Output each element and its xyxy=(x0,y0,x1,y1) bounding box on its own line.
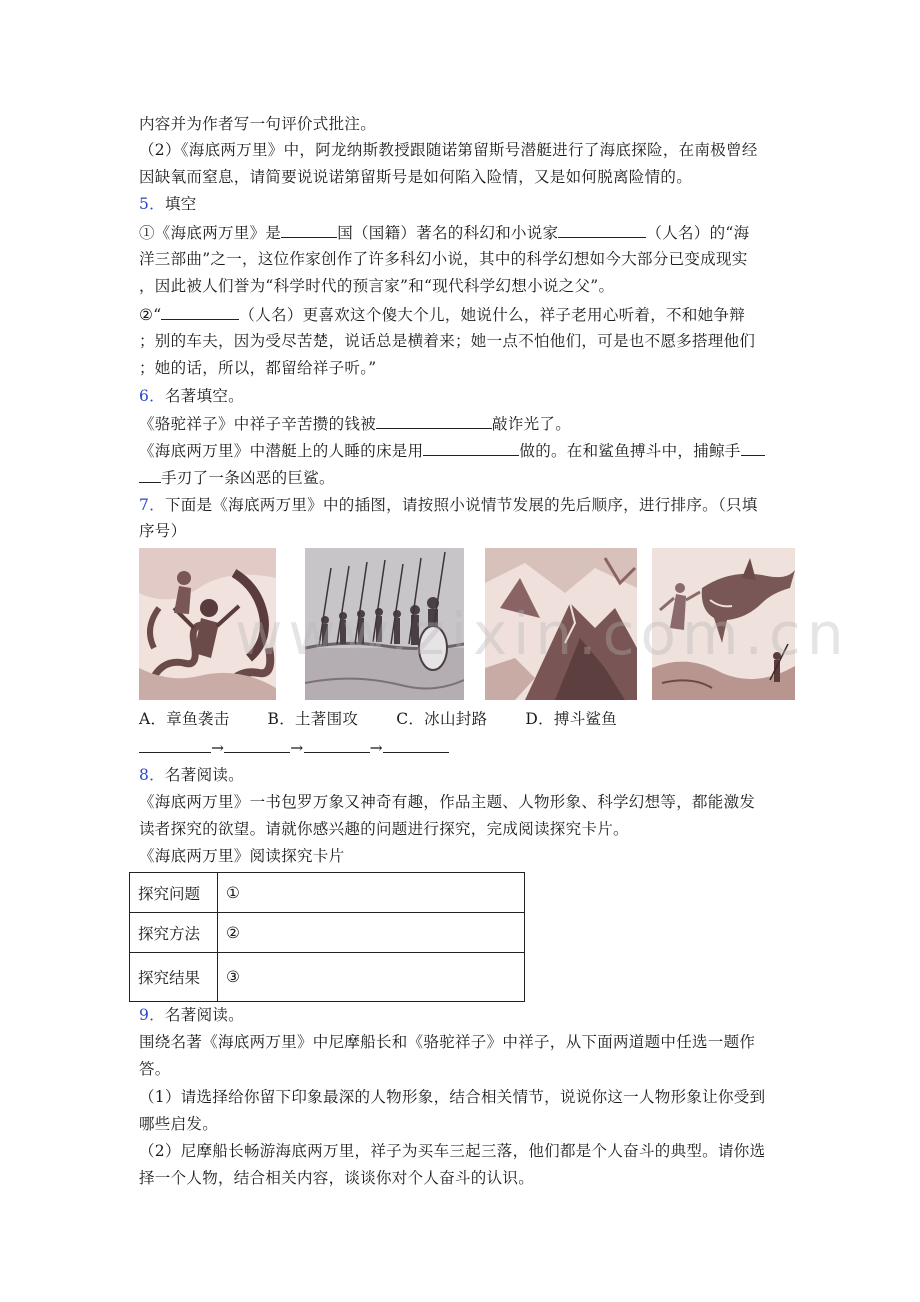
text-line: 因缺氧而窒息，请简要说说诺第留斯号是如何陷入险情，又是如何脱离险情的。 xyxy=(139,168,693,186)
fill-blank[interactable] xyxy=(383,737,449,753)
watermark: www.zixin.com.cn xyxy=(235,600,850,668)
text: （人名）更喜欢这个傻大个儿，她说什么，祥子老用心听着，不和她争辩 xyxy=(239,306,746,324)
card-title: 《海底两万里》阅读探究卡片 xyxy=(139,847,345,865)
question-9-line: 哪些启发。 xyxy=(139,1115,219,1133)
fill-blank[interactable] xyxy=(741,440,765,456)
question-title: 名著阅读。 xyxy=(164,1006,244,1024)
question-6-line xyxy=(139,440,765,461)
question-5-line xyxy=(139,222,749,243)
fill-blank[interactable] xyxy=(161,304,239,320)
answer-cell[interactable]: ① xyxy=(218,873,525,913)
question-7-options xyxy=(139,709,617,729)
question-8-line: 《海底两万里》一书包罗万象又神奇有趣，作品主题、人物形象、科学幻想等，都能激发 xyxy=(139,793,756,811)
question-7-heading xyxy=(139,495,758,515)
question-6-line xyxy=(139,467,335,488)
text-line: （2）《海底两万里》中，阿龙纳斯教授跟随诺第留斯号潜艇进行了海底探险，在南极曾经 xyxy=(139,141,758,159)
question-8-heading xyxy=(139,765,244,785)
fill-blank[interactable] xyxy=(304,737,370,753)
question-9-line: 答。 xyxy=(139,1060,171,1078)
question-number: 8． xyxy=(139,766,165,784)
question-9-line: 择一个人物，结合相关内容，谈谈你对个人奋斗的认识。 xyxy=(139,1169,535,1187)
fill-blank[interactable] xyxy=(139,737,211,753)
text-line: 内容并为作者写一句评价式批注。 xyxy=(139,115,377,133)
question-8-line: 读者探究的欲望。请就你感兴趣的问题进行探究，完成阅读探究卡片。 xyxy=(139,820,629,838)
question-title: 填空 xyxy=(164,195,197,213)
fill-blank[interactable] xyxy=(423,440,519,456)
option-d: D．搏斗鲨鱼 xyxy=(525,710,618,728)
fill-blank[interactable] xyxy=(281,222,337,238)
fill-blank[interactable] xyxy=(224,737,290,753)
order-answer-line xyxy=(139,737,449,758)
text: ②“ xyxy=(139,306,162,324)
row-label: 探究结果 xyxy=(130,953,218,1002)
arrow: → xyxy=(211,739,225,757)
question-9-heading xyxy=(139,1005,244,1025)
text: ①《海底两万里》是 xyxy=(139,224,282,242)
question-number: 6． xyxy=(139,387,165,405)
table-row xyxy=(130,873,525,913)
arrow: → xyxy=(290,739,304,757)
text: 《骆驼祥子》中祥子辛苦攒的钱被 xyxy=(139,415,377,433)
text: 《海底两万里》中潜艇上的人睡的床是用 xyxy=(139,442,424,460)
question-5-line: 洋三部曲”之一，这位作家创作了许多科幻小说，其中的科学幻想如今大部分已变成现实 xyxy=(139,250,748,268)
fill-blank[interactable] xyxy=(376,413,492,429)
question-5-line: ；她的话，所以，都留给祥子听。” xyxy=(139,359,377,377)
table-row xyxy=(130,913,525,953)
question-title: 名著填空。 xyxy=(164,387,244,405)
option-c: C．冰山封路 xyxy=(396,710,488,728)
text: 国（国籍）著名的科幻和小说家 xyxy=(337,224,559,242)
text: 做的。在和鲨鱼搏斗中，捕鲸手 xyxy=(519,442,741,460)
question-number: 9． xyxy=(139,1006,165,1024)
option-b: B．土著围攻 xyxy=(267,710,359,728)
fill-blank[interactable] xyxy=(558,222,646,238)
question-9-line: （2）尼摩船长畅游海底两万里，祥子为买车三起三落，他们都是个人奋斗的典型。请你选 xyxy=(139,1142,766,1160)
text: （人名）的“海 xyxy=(646,224,750,242)
question-title: 下面是《海底两万里》中的插图，请按照小说情节发展的先后顺序，进行排序。（只填 xyxy=(164,496,758,514)
row-label: 探究问题 xyxy=(130,873,218,913)
question-6-heading xyxy=(139,386,244,406)
answer-cell[interactable]: ② xyxy=(218,913,525,953)
reading-card-table xyxy=(129,872,525,1002)
table-row xyxy=(130,953,525,1002)
text: 敲诈光了。 xyxy=(492,415,572,433)
fill-blank[interactable] xyxy=(139,467,161,483)
answer-cell[interactable]: ③ xyxy=(218,953,525,1002)
question-title: 名著阅读。 xyxy=(164,766,244,784)
text: 手刃了一条凶恶的巨鲨。 xyxy=(161,469,335,487)
question-6-line xyxy=(139,413,571,434)
question-5-heading xyxy=(139,194,197,214)
question-9-line: （1）请选择给你留下印象最深的人物形象，结合相关情节，说说你这一人物形象让你受到 xyxy=(139,1088,766,1106)
question-7-line: 序号） xyxy=(139,522,187,540)
question-number: 7． xyxy=(139,496,165,514)
row-label: 探究方法 xyxy=(130,913,218,953)
question-5-line xyxy=(139,304,745,325)
arrow: → xyxy=(369,739,383,757)
question-5-line: ；别的车夫，因为受尽苦楚，说话总是横着来；她一点不怕他们，可是也不愿多搭理他们 xyxy=(139,332,756,350)
question-9-line: 围绕名著《海底两万里》中尼摩船长和《骆驼祥子》中祥子，从下面两道题中任选一题作 xyxy=(139,1033,756,1051)
question-5-line: ，因此被人们誉为“科学时代的预言家”和“现代科学幻想小说之父”。 xyxy=(139,277,615,295)
question-number: 5． xyxy=(139,195,165,213)
option-a: A．章鱼袭击 xyxy=(139,710,230,728)
